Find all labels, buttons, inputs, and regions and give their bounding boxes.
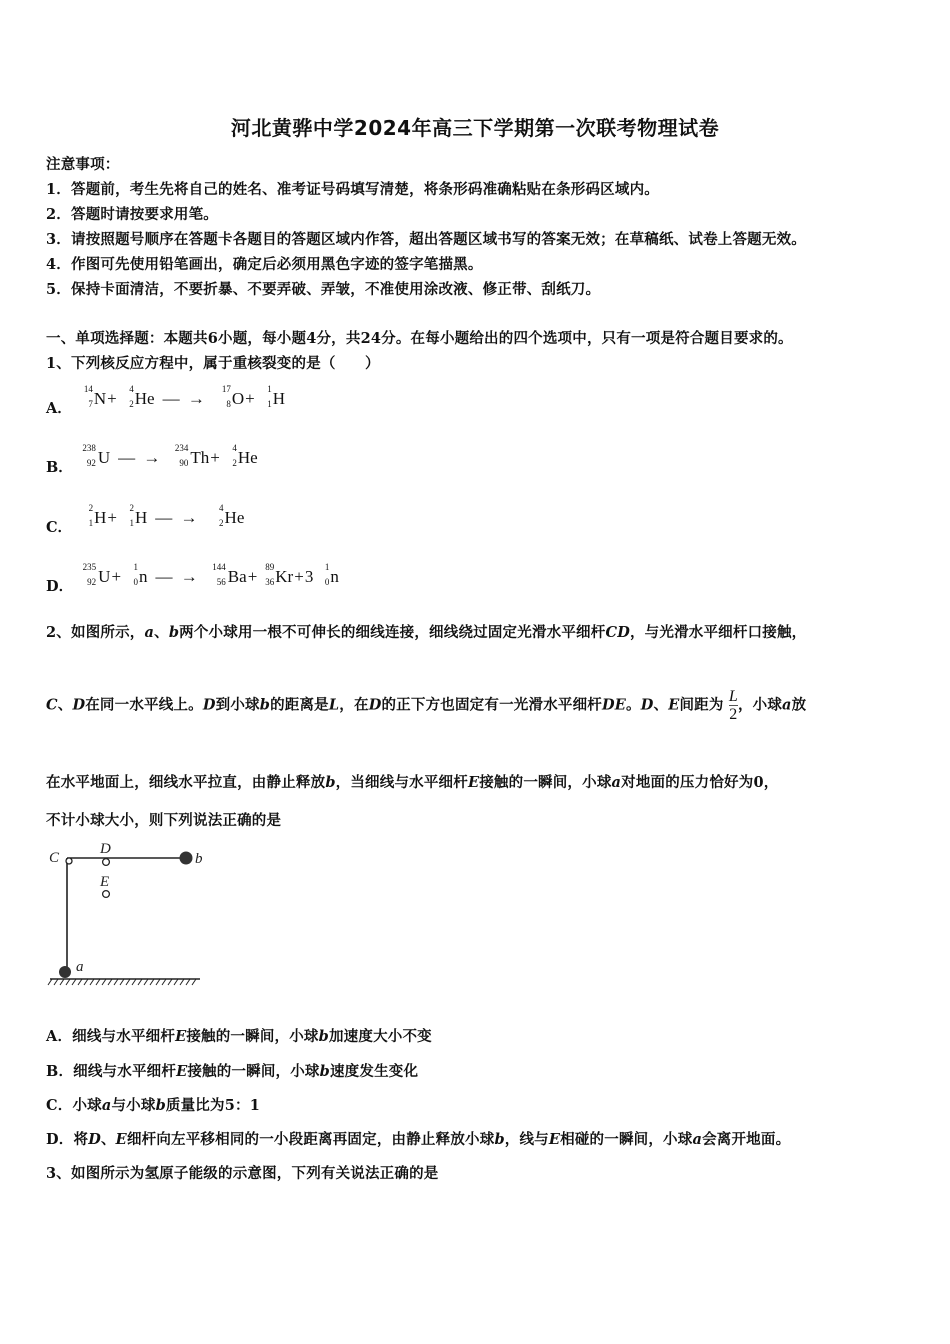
- option-label: C．: [46, 519, 73, 536]
- q2-option-c: C．小球a与小球b质量比为5：1: [46, 1097, 260, 1114]
- formula-d: 235 92 U+ 1 0 n — → 144 56 Ba+ 89 36 Kr+3 1 0 n: [82, 562, 339, 587]
- notice-heading: 注意事项：: [46, 156, 120, 173]
- ground-hatching: [48, 979, 196, 985]
- question-1-stem: 1、下列核反应方程中，属于重核裂变的是（ ）: [46, 355, 380, 372]
- ball-a: [59, 966, 71, 978]
- label-b: b: [195, 851, 203, 867]
- q1-option-d: [46, 562, 339, 595]
- q1-option-a: [46, 384, 285, 417]
- label-c: C: [49, 850, 60, 866]
- notice-item-3: 3．请按照题号顺序在答题卡各题目的答题区域内作答，超出答题区域书写的答案无效；在草稿纸、试卷上答题无效。: [46, 231, 806, 248]
- label-d: D: [100, 841, 111, 857]
- label-e: E: [100, 874, 110, 890]
- q2-option-b: B．细线与水平细杆E接触的一瞬间，小球b速度发生变化: [46, 1063, 419, 1080]
- notice-item-2: 2．答题时请按要求用笔。: [46, 206, 218, 223]
- formula-b: 238 92 U — → 234 90 Th+ 4 2 He: [82, 443, 258, 468]
- q2-option-d: D．将D、E细杆向左平移相同的一小段距离再固定，由静止释放小球b，线与E相碰的一瞬间，小球a会离开地面。: [46, 1131, 791, 1148]
- notice-item-1: 1．答题前，考生先将自己的姓名、准考证号码填写清楚，将条形码准确粘贴在条形码区域内。: [46, 181, 659, 198]
- q2-option-a: A．细线与水平细杆E接触的一瞬间，小球b加速度大小不变: [46, 1028, 432, 1045]
- question-2-line-1: 2、如图所示，a、b两个小球用一根不可伸长的细线连接，细线绕过固定光滑水平细杆CD，与光滑水平细杆口接触，: [46, 624, 807, 641]
- page-title: 河北黄骅中学2024年高三下学期第一次联考物理试卷: [230, 116, 720, 140]
- notice-item-5: 5．保持卡面清洁，不要折暴、不要弄破、弄皱，不准使用涂改液、修正带、刮纸刀。: [46, 281, 601, 298]
- question-2-line-4: 不计小球大小，则下列说法正确的是: [46, 812, 282, 829]
- notice-item-4: 4．作图可先使用铅笔画出，确定后必须用黑色字迹的签字笔描黑。: [46, 256, 483, 273]
- section-heading: 一、单项选择题：本题共6小题，每小题4分，共24分。在每小题给出的四个选项中，只有一项是符合题目要求的。: [46, 330, 793, 347]
- rod-d: [103, 859, 110, 866]
- question-3-stem: 3、如图所示为氢原子能级的示意图，下列有关说法正确的是: [46, 1165, 439, 1182]
- ball-b: [180, 852, 193, 865]
- option-label: B．: [46, 459, 73, 476]
- formula-a: 14 7 N+ 4 2 He — → 17 8 O+ 1 1 H: [77, 389, 285, 408]
- q1-option-c: [46, 503, 245, 536]
- question-2-line-3: 在水平地面上，细线水平拉直，由静止释放b，当细线与水平细杆E接触的一瞬间，小球a对地面的压力恰好为0，: [46, 774, 779, 791]
- label-a: a: [76, 959, 84, 975]
- formula-c: 2 1 H+ 2 1 H — → 4 2 He: [88, 503, 245, 528]
- option-label: A．: [46, 400, 72, 417]
- fraction-l-over-2: $\frac{L}{2}$: [728, 688, 738, 723]
- q1-option-b: [46, 443, 258, 476]
- rod-c: [66, 858, 72, 864]
- question-2-line-2: C、D在同一水平线上。D到小球b的距离是L，在D的正下方也固定有一光滑水平细杆DE。D、E间距为 $\frac{L}{2}$ ，小球a放: [46, 688, 807, 723]
- rod-ball-diagram: [40, 838, 215, 988]
- nuclide: 14 7 N: [83, 384, 107, 409]
- rod-e: [103, 891, 110, 898]
- option-label: D．: [46, 578, 74, 595]
- reaction-arrow: — →: [162, 389, 207, 408]
